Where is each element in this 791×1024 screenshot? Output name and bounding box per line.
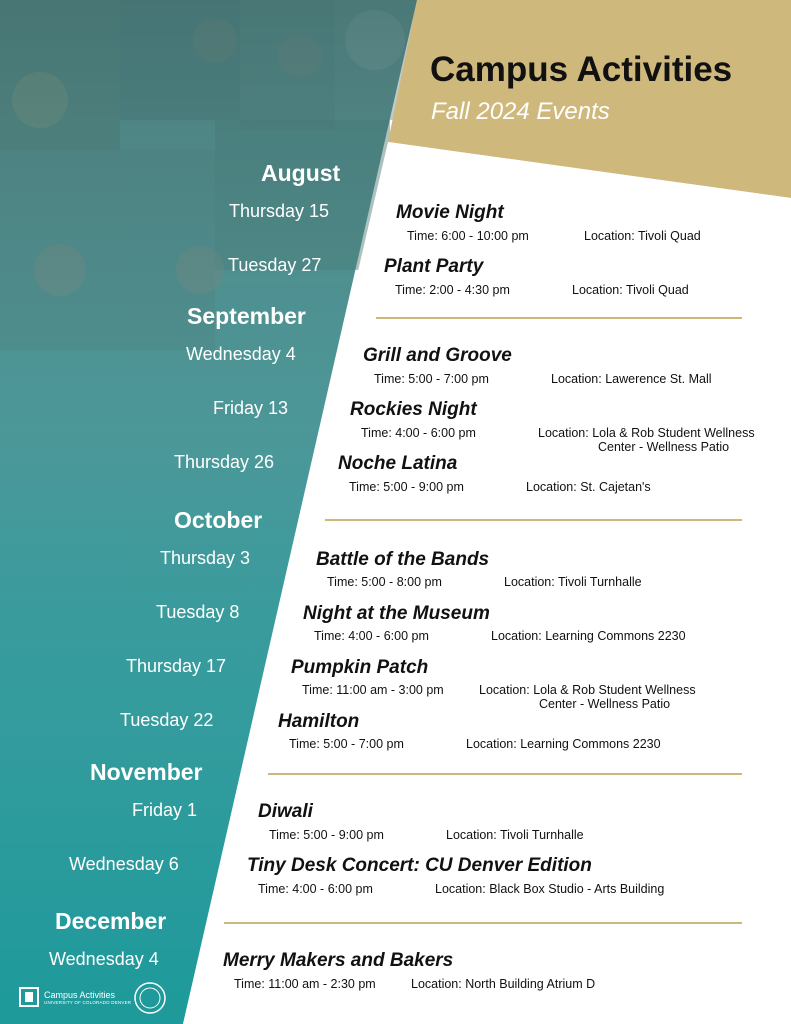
- month-heading: September: [187, 303, 306, 329]
- event-details: [407, 229, 701, 243]
- event-location: Location: Lawerence St. Mall: [551, 372, 712, 386]
- event-title: Hamilton: [278, 711, 360, 732]
- event-location: Location: Lola & Rob Student Wellness: [538, 426, 755, 440]
- event-details: [289, 737, 661, 751]
- event-date: Wednesday 6: [69, 854, 179, 874]
- event-time: Time: 5:00 - 7:00 pm: [374, 372, 489, 386]
- page-title: Campus Activities: [430, 50, 733, 89]
- event-title: Merry Makers and Bakers: [223, 950, 454, 971]
- event-details: [269, 828, 584, 842]
- event-time: Time: 5:00 - 7:00 pm: [289, 737, 404, 751]
- event-time: Time: 11:00 am - 3:00 pm: [302, 683, 444, 697]
- divider-august: [376, 317, 742, 319]
- event-time: Time: 11:00 am - 2:30 pm: [234, 977, 376, 991]
- event-location-line2: Center - Wellness Patio: [598, 440, 730, 454]
- event-details: [258, 882, 665, 896]
- event-details: [314, 629, 686, 643]
- event-location: Location: Tivoli Turnhalle: [446, 828, 584, 842]
- month-heading: August: [261, 160, 341, 186]
- event-date: Tuesday 27: [228, 255, 322, 275]
- event-time: Time: 5:00 - 9:00 pm: [349, 480, 464, 494]
- event-title: Movie Night: [396, 202, 504, 223]
- event-location: Location: Tivoli Quad: [572, 283, 689, 297]
- event-location: Location: Tivoli Turnhalle: [504, 575, 642, 589]
- event-date: Thursday 26: [174, 452, 275, 472]
- event-details: [395, 283, 689, 297]
- event-date: Thursday 15: [229, 201, 330, 221]
- event-details: [361, 426, 755, 454]
- event-date: Tuesday 22: [120, 710, 214, 730]
- event-location: Location: Learning Commons 2230: [466, 737, 661, 751]
- month-heading: December: [55, 908, 167, 934]
- event-title: Rockies Night: [350, 399, 477, 420]
- logo-text: Campus Activities: [44, 990, 116, 1000]
- event-location: Location: Tivoli Quad: [584, 229, 701, 243]
- campus-activities-logo: [44, 990, 131, 1005]
- month-heading: November: [90, 759, 203, 785]
- event-location: Location: North Building Atrium D: [411, 977, 596, 991]
- event-details: [234, 977, 596, 991]
- event-date: Thursday 17: [126, 656, 227, 676]
- event-date: Wednesday 4: [49, 949, 159, 969]
- event-title: Pumpkin Patch: [291, 657, 429, 678]
- event-title: Noche Latina: [338, 453, 458, 474]
- event-location: Location: St. Cajetan's: [526, 480, 651, 494]
- event-date: Tuesday 8: [156, 602, 240, 622]
- event-details: [327, 575, 642, 589]
- event-details: [374, 372, 712, 386]
- event-time: Time: 4:00 - 6:00 pm: [361, 426, 476, 440]
- event-details: [349, 480, 651, 494]
- event-date: Friday 1: [132, 800, 198, 820]
- event-location: Location: Learning Commons 2230: [491, 629, 686, 643]
- event-time: Time: 5:00 - 8:00 pm: [327, 575, 442, 589]
- event-title: Battle of the Bands: [316, 549, 490, 570]
- divider-october: [268, 773, 742, 775]
- month-heading: October: [174, 507, 263, 533]
- event-location: Location: Lola & Rob Student Wellness: [479, 683, 696, 697]
- event-date: Thursday 3: [160, 548, 251, 568]
- event-time: Time: 5:00 - 9:00 pm: [269, 828, 384, 842]
- event-time: Time: 2:00 - 4:30 pm: [395, 283, 510, 297]
- event-time: Time: 4:00 - 6:00 pm: [314, 629, 429, 643]
- event-location-line2: Center - Wellness Patio: [539, 697, 671, 711]
- event-date: Friday 13: [213, 398, 289, 418]
- divider-september: [325, 519, 742, 521]
- event-title: Grill and Groove: [363, 345, 512, 366]
- logo-subtext: UNIVERSITY OF COLORADO DENVER: [44, 1000, 132, 1005]
- event-title: Night at the Museum: [303, 603, 490, 624]
- event-title: Diwali: [258, 801, 313, 822]
- event-location: Location: Black Box Studio - Arts Building: [435, 882, 665, 896]
- event-title: Plant Party: [384, 256, 484, 277]
- event-details: [302, 683, 696, 711]
- divider-november: [224, 922, 742, 924]
- event-time: Time: 4:00 - 6:00 pm: [258, 882, 373, 896]
- event-time: Time: 6:00 - 10:00 pm: [407, 229, 529, 243]
- event-title: Tiny Desk Concert: CU Denver Edition: [247, 855, 592, 876]
- page-subtitle: Fall 2024 Events: [431, 98, 610, 125]
- event-date: Wednesday 4: [186, 344, 296, 364]
